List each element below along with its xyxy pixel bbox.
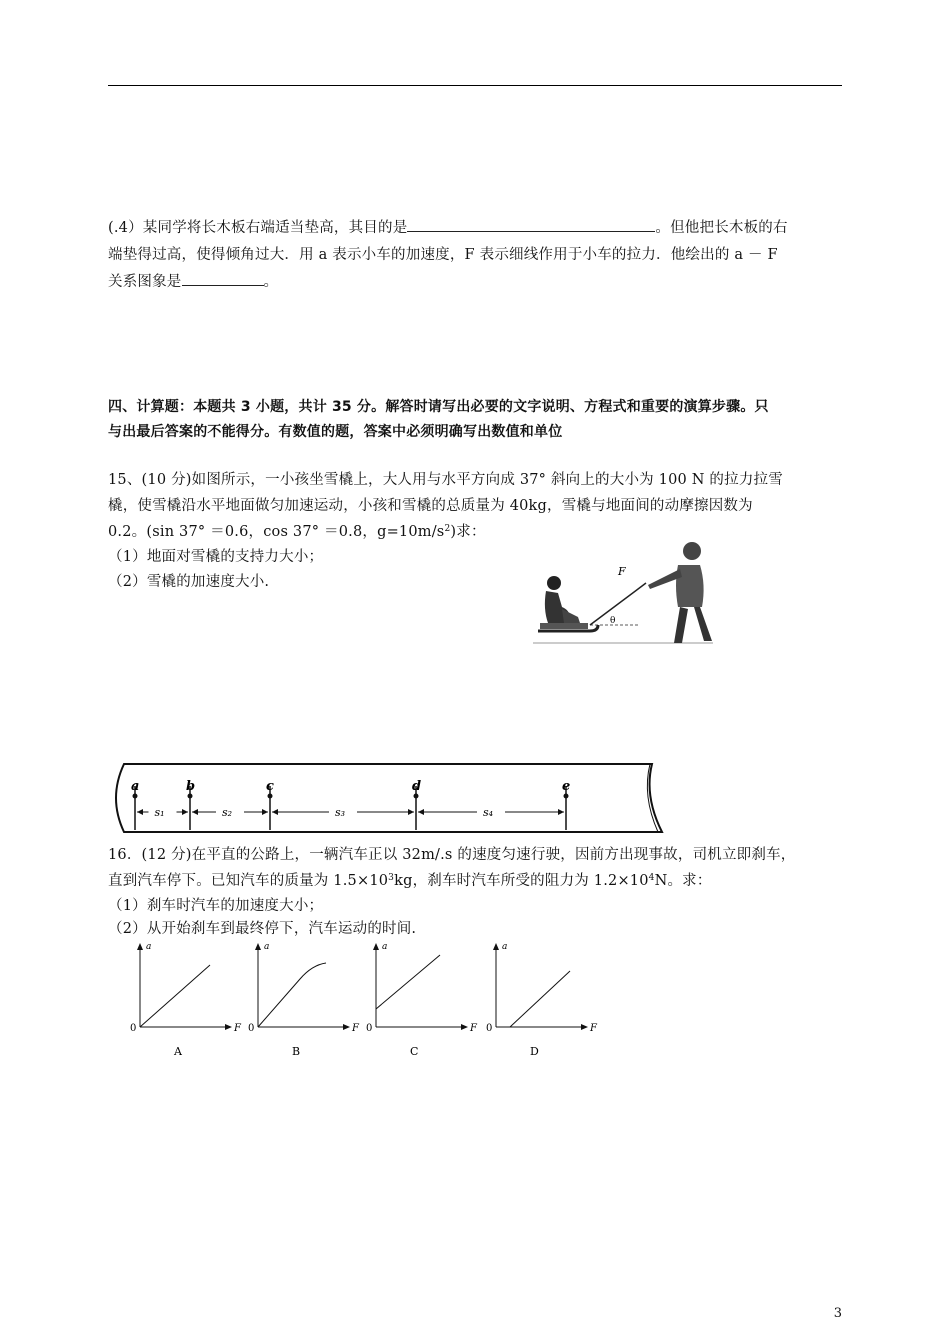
graph-B-x-label: F bbox=[352, 1023, 359, 1034]
q15-line1: 15、(10 分)如图所示，一小孩坐雪橇上，大人用与水平方向成 37° 斜向上的大小为 100 N 的拉力拉雪 bbox=[108, 472, 783, 488]
tape-dot-a bbox=[133, 794, 138, 799]
header-rule bbox=[108, 85, 842, 86]
graph-D-curve bbox=[510, 971, 570, 1027]
graph-C-option-label: C bbox=[410, 1045, 419, 1058]
q15-subquestion-2: （2）雪橇的加速度大小. bbox=[108, 574, 270, 590]
graph-B-x-arrow bbox=[343, 1024, 350, 1030]
q15-line3: 0.2。(sin 37° ＝0.6，cos 37° ＝0.8，$g=10m/s^2$)求： bbox=[108, 524, 486, 540]
graph-B-origin: 0 bbox=[248, 1023, 255, 1034]
graph-D-origin: 0 bbox=[486, 1023, 493, 1034]
force-label: F bbox=[618, 565, 626, 578]
pull-rope bbox=[590, 583, 646, 625]
section4-heading-line2: 与出最后答案的不能得分。有数值的题，答案中必须明确写出数值和单位 bbox=[108, 424, 563, 440]
q16-line1: 16．(12 分)在平直的公路上，一辆汽车正以 32m/.s 的速度匀速行驶，因前方出现事故，司机立即刹车， bbox=[108, 847, 796, 863]
graph-B-option-label: B bbox=[292, 1045, 301, 1058]
segment-label-4: s₄ bbox=[483, 806, 494, 819]
graph-A-curve bbox=[140, 965, 210, 1027]
q15-line2: 橇，使雪橇沿水平地面做匀加速运动，小孩和雪橇的总质量为 40kg，雪橇与地面间的动摩擦因数为 bbox=[108, 498, 753, 514]
segment-label-3: s₃ bbox=[335, 806, 346, 819]
tape-dot-b bbox=[188, 794, 193, 799]
q14-part4-line2: 端垫得过高，使得倾角过大．用 a 表示小车的加速度，F 表示细线作用于小车的拉力．他绘出的 a － F bbox=[108, 247, 778, 263]
tape-point-label-e: e bbox=[562, 779, 571, 794]
q16-subquestion-1: （1）刹车时汽车的加速度大小； bbox=[108, 898, 324, 914]
adult-legs bbox=[674, 607, 712, 643]
graph-A-y-arrow bbox=[137, 943, 143, 950]
tape-dot-c bbox=[268, 794, 273, 799]
graph-C-x-arrow bbox=[461, 1024, 468, 1030]
q15-subquestion-1: （1）地面对雪橇的支持力大小； bbox=[108, 549, 324, 565]
child-legs bbox=[562, 609, 580, 623]
tape-point-label-d: d bbox=[412, 779, 422, 794]
graph-A-y-label: a bbox=[146, 942, 152, 952]
graph-A-origin: 0 bbox=[130, 1023, 137, 1034]
graph-C-curve bbox=[376, 955, 440, 1009]
graph-D-x-arrow bbox=[581, 1024, 588, 1030]
q14-part4-line3: 关系图象是 。 bbox=[108, 270, 278, 291]
graphs-group bbox=[130, 942, 598, 1058]
tape-outline bbox=[116, 764, 662, 832]
graph-A-x-arrow bbox=[225, 1024, 232, 1030]
tape-dot-e bbox=[564, 794, 569, 799]
graph-B-y-label: a bbox=[264, 942, 270, 952]
graph-C-y-label: a bbox=[382, 942, 388, 952]
ticker-tape-figure bbox=[102, 750, 668, 842]
graph-C-y-arrow bbox=[373, 943, 379, 950]
graph-B-curve bbox=[258, 963, 326, 1027]
graph-C-x-label: F bbox=[470, 1023, 477, 1034]
graph-A-option-label: A bbox=[174, 1045, 182, 1058]
child-head bbox=[547, 576, 561, 590]
segment-label-2: s₂ bbox=[222, 806, 233, 819]
tape-point-label-a: a bbox=[131, 779, 140, 794]
answer-blank-graph[interactable] bbox=[182, 271, 264, 286]
graph-C-origin: 0 bbox=[366, 1023, 373, 1034]
answer-blank-purpose[interactable] bbox=[407, 217, 655, 232]
graph-D-x-label: F bbox=[590, 1023, 597, 1034]
tape-dot-d bbox=[414, 794, 419, 799]
tape-point-label-c: c bbox=[266, 779, 274, 794]
page-number: 3 bbox=[833, 1306, 842, 1321]
sled-body bbox=[540, 623, 588, 629]
a-f-graph-options bbox=[120, 925, 600, 1065]
section4-heading-line1: 四、计算题：本题共 3 小题，共计 35 分。解答时请写出必要的文字说明、方程式和重要的演算步骤。只 bbox=[108, 399, 769, 415]
graph-D-y-arrow bbox=[493, 943, 499, 950]
adult-head bbox=[683, 542, 701, 560]
graph-D-option-label: D bbox=[530, 1045, 539, 1058]
q14-part4-line1: (.4）某同学将长木板右端适当垫高，其目的是 。但他把长木板的右 bbox=[108, 216, 788, 237]
graph-B-y-arrow bbox=[255, 943, 261, 950]
q16-line2: 直到汽车停下。已知汽车的质量为 $1.5\times 10^3kg$，刹车时汽车所受的阻力为 $1.2\times 10^4N$。求： bbox=[108, 873, 712, 889]
q16-subquestion-2: （2）从开始刹车到最终停下，汽车运动的时间. bbox=[108, 921, 417, 937]
tape-point-label-b: b bbox=[186, 779, 196, 794]
segment-label-1: s₁ bbox=[154, 806, 165, 819]
graph-D-y-label: a bbox=[502, 942, 508, 952]
sled-pulling-illustration bbox=[528, 535, 718, 655]
angle-label: θ bbox=[610, 616, 616, 626]
graph-A-x-label: F bbox=[234, 1023, 241, 1034]
